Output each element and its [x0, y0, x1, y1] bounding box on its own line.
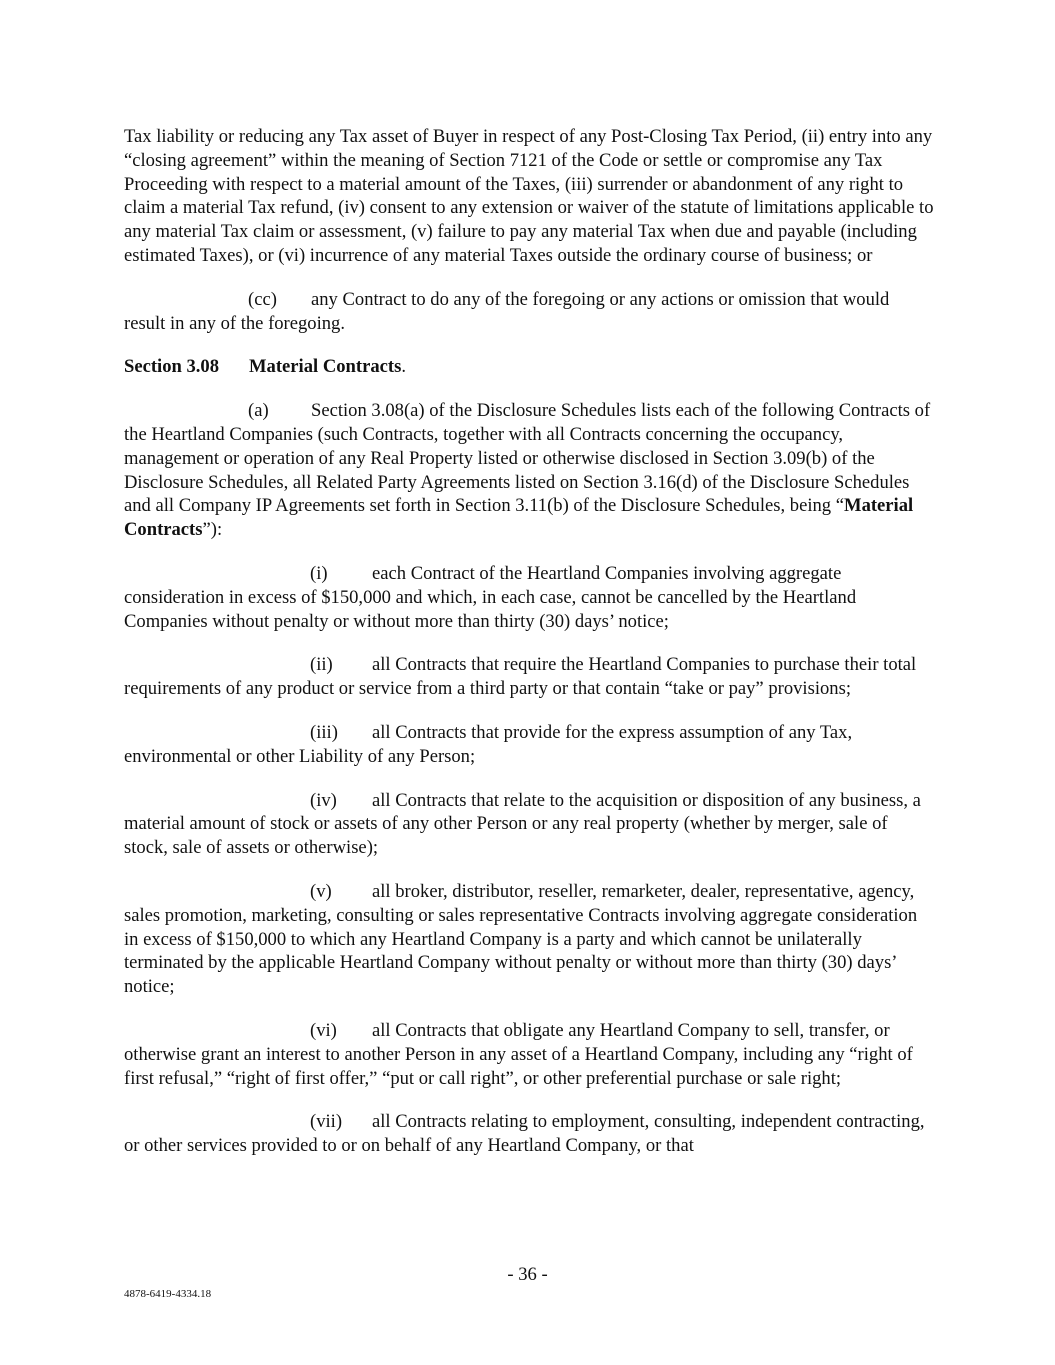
document-body	[124, 125, 934, 1178]
list-item	[124, 653, 934, 701]
clause-text: any Contract to do any of the foregoing or any actions or omission that would result in any of the foregoing.	[124, 288, 890, 334]
clause-cc	[124, 288, 934, 336]
clause-number: (a)	[248, 400, 269, 422]
intro-paragraph: Tax liability or reducing any Tax asset of Buyer in respect of any Post-Closing Tax Period, (ii) entry into any “closing agreement” within the meaning of Section 7121 of the Code or settle or compromise any Tax Proceeding with respect to a material amount of the Taxes, (iii) surrender or abandonment of any right to claim a material Tax refund, (iv) consent to any extension or waiver of the statute of limitations applicable to any material Tax claim or assessment, (v) failure to pay any material Tax when due and payable (including estimated Taxes), or (vi) incurrence of any material Taxes outside the ordinary course of business; or	[124, 126, 934, 266]
item-text: all Contracts that relate to the acquisition or disposition of any business, a material amount of stock or assets of any other Person or any real property (whether by merger, sale of stock, sale of assets or otherwise);	[124, 789, 921, 859]
list-item	[124, 721, 934, 769]
item-text: all Contracts that require the Heartland Companies to purchase their total requirements of any product or service from a third party or that contain “take or pay” provisions;	[124, 654, 917, 700]
item-text: each Contract of the Heartland Companies involving aggregate consideration in excess of $150,000 and which, in each case, cannot be cancelled by the Heartland Companies without penalty or without more than thirty (30) days’ notice;	[124, 562, 857, 632]
list-item	[124, 880, 934, 999]
document-id: 4878-6419-4334.18	[124, 1288, 212, 1300]
item-text: all broker, distributor, reseller, remarketer, dealer, representative, agency, sales promotion, marketing, consulting or sales representative Contracts involving aggregate consideration in excess of $150,000 to which any Heartland Company is a party and which cannot be unilaterally terminated by the applicable Heartland Company without penalty or without more than thirty (30) days’ notice;	[124, 880, 918, 998]
section-period: .	[401, 356, 406, 378]
item-number: (i)	[310, 562, 328, 584]
clause-number: (cc)	[248, 288, 277, 310]
list-item	[124, 1110, 934, 1158]
list-item	[124, 789, 934, 860]
clause-a	[124, 399, 934, 542]
item-number: (ii)	[310, 654, 333, 676]
item-number: (vii)	[310, 1111, 343, 1133]
item-text: all Contracts relating to employment, consulting, independent contracting, or other services provided to or on behalf of any Heartland Company, or that	[124, 1111, 925, 1157]
item-number: (v)	[310, 880, 332, 902]
clause-text-end: ”):	[202, 519, 223, 541]
item-number: (iv)	[310, 789, 337, 811]
item-text: all Contracts that provide for the express assumption of any Tax, environmental or other Liability of any Person;	[124, 721, 853, 767]
list-item	[124, 1019, 934, 1090]
item-text: all Contracts that obligate any Heartland Company to sell, transfer, or otherwise grant an interest to another Person in any asset of a Heartland Company, including any “right of first refusal,” “right of first offer,” “put or call right”, or other preferential purchase or sale right;	[124, 1019, 913, 1089]
clause-text: Section 3.08(a) of the Disclosure Schedules lists each of the following Contracts of the Heartland Companies (such Contracts, together with all Contracts concerning the occupancy, management or operation of any Real Property listed or otherwise disclosed in Section 3.09(b) of the Disclosure Schedules, all Related Party Agreements listed on Section 3.16(d) of the Disclosure Schedules and all Company IP Agreements set forth in Section 3.11(b) of the Disclosure Schedules, being “	[124, 400, 931, 517]
section-title: Material Contracts	[249, 356, 402, 378]
section-number: Section 3.08	[124, 356, 220, 378]
section-heading	[124, 355, 934, 379]
defined-term: Material Contracts	[124, 495, 914, 541]
item-number: (vi)	[310, 1019, 337, 1041]
page-number: - 36 -	[507, 1264, 548, 1285]
item-number: (iii)	[310, 721, 338, 743]
list-item	[124, 562, 934, 633]
